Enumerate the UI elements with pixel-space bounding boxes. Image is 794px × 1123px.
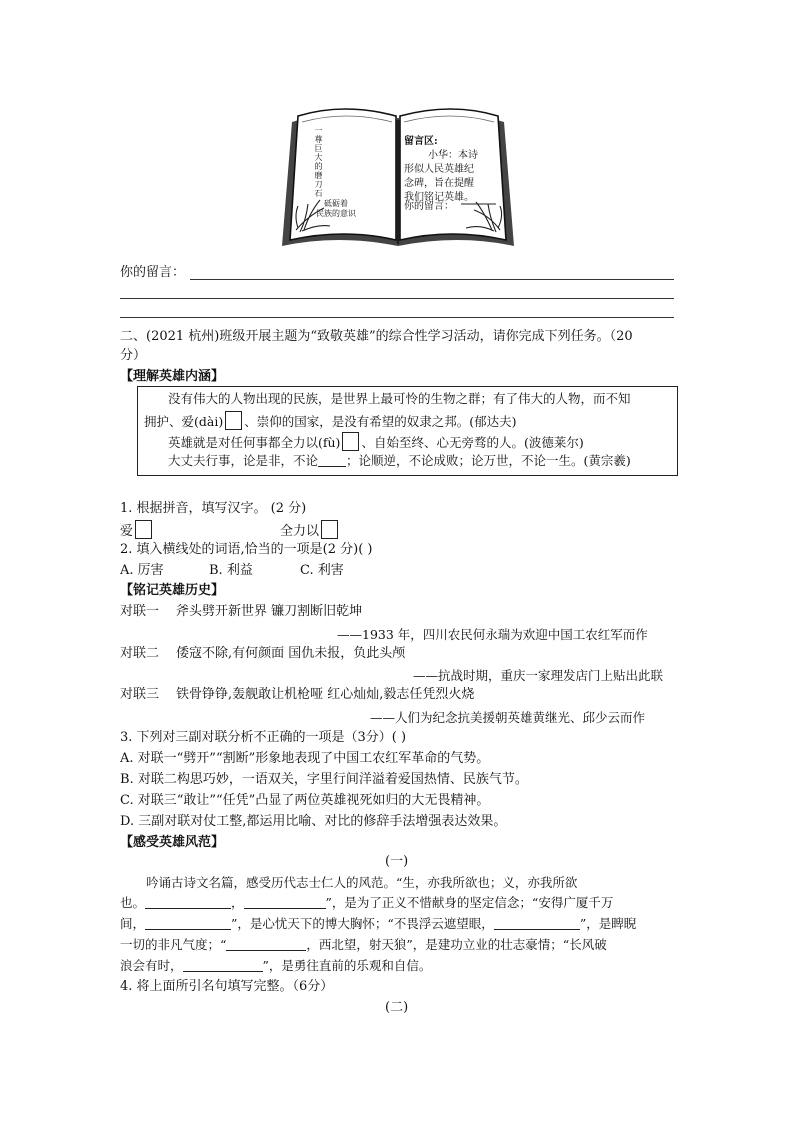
fill-blank[interactable]	[145, 908, 231, 909]
fill-blank[interactable]	[145, 929, 231, 930]
question-4-stem: 4. 将上面所引名句填写完整。（6分）	[120, 979, 334, 994]
book-message-line: 形似人民英雄纪	[404, 164, 474, 175]
book-poem-col3: 民族的意识	[316, 209, 356, 218]
q3-option-b[interactable]: B. 对联二构思巧妙，一语双关，字里行间洋溢着爱国热情、民族气节。	[120, 772, 528, 787]
passage-text: ”，是勇往直前的乐观和自信。	[262, 958, 432, 973]
couplet-3-source: ——人们为纪念抗美援朝英雄黄继光、邱少云而作	[370, 710, 646, 725]
part-title-demeanor: 【感受英雄风范】	[120, 835, 225, 850]
message-line[interactable]	[120, 317, 674, 318]
couplet-1-source: ——1933 年，四川农民何永瑞为欢迎中国工农红军而作	[337, 627, 648, 642]
passage-text: ，西北望，射天狼”，是建功立业的壮志豪情；“长风破	[306, 937, 607, 952]
passage-line	[120, 936, 607, 954]
question-2-stem: 2. 填入横线处的词语,恰当的一项是(2 分)( )	[120, 542, 373, 557]
fill-blank[interactable]	[226, 950, 306, 951]
quote-text: 、崇仰的国家，是没有希望的奴隶之邦。(郁达夫)	[244, 414, 517, 429]
couplet-1-label: 对联一	[120, 604, 160, 619]
book-message-line: 我们铭记英雄。	[404, 192, 474, 203]
answer-box[interactable]	[135, 520, 152, 539]
answer-box[interactable]	[321, 520, 338, 539]
quote-line	[144, 411, 516, 430]
subsection-2-label: (二)	[385, 1000, 409, 1015]
book-poem-col1: 一尊巨大的磨刀石	[314, 126, 323, 198]
q2-option-a[interactable]: A. 厉害	[120, 563, 164, 578]
quote-text: 大丈夫行事，论是非，不论	[168, 453, 319, 468]
book-message-line: 念碑，旨在提醒	[404, 178, 474, 189]
quote-text: 拥护、爱(dài)	[144, 414, 224, 429]
passage-text: 间，	[120, 916, 146, 931]
couplet-2-source: ——抗战时期，重庆一家理发店门上贴出此联	[413, 668, 664, 683]
message-label: 你的留言：	[120, 265, 186, 280]
answer-box[interactable]	[225, 411, 242, 430]
q2-option-c[interactable]: C. 利害	[300, 563, 344, 578]
section-heading: 二、(2021 杭州)班级开展主题为“致敬英雄”的综合性学习活动，请你完成下列任务。（20	[120, 329, 633, 344]
quote-line: 没有伟大的人物出现的民族，是世界上最可怜的生物之群；有了伟大的人物，而不知	[168, 391, 631, 406]
couplet-2-text: 倭寇不除,有何颜面 国仇未报，负此头颅	[176, 646, 406, 661]
passage-text: ”，是心忧天下的博大胸怀；“不畏浮云遮望眼，	[231, 916, 494, 931]
quote-box	[137, 386, 678, 476]
passage-text: ”，是为了正义不惜献身的坚定信念；“安得广厦千万	[325, 895, 614, 910]
question-1-stem: 1. 根据拼音，填写汉字。 (2 分)	[120, 501, 307, 516]
fill-blank[interactable]	[494, 929, 580, 930]
couplet-3-label: 对联三	[120, 687, 160, 702]
book-poem-col2: 砥砺着	[324, 199, 348, 208]
q3-option-c[interactable]: C. 对联三“敢让”“任凭”凸显了两位英雄视死如归的大无畏精神。	[120, 793, 490, 808]
fill-blank[interactable]	[244, 908, 326, 909]
quote-line	[168, 432, 584, 451]
couplet-3-text: 铁骨铮铮,轰舰敢让机枪哑 红心灿灿,毅志任凭烈火烧	[176, 687, 475, 702]
couplet-1-text: 斧头劈开新世界 镰刀割断旧乾坤	[176, 604, 363, 619]
quote-text: 、自始至终、心无旁骛的人。(波德莱尔)	[361, 435, 584, 450]
fill-blank[interactable]	[318, 466, 346, 467]
passage-text: ”，是睥睨	[579, 916, 637, 931]
book-message-title: 留言区:	[404, 136, 438, 147]
part-title-history: 【铭记英雄历史】	[120, 583, 225, 598]
q1-label: 全力以	[280, 524, 320, 539]
passage-text: 也。	[120, 895, 146, 910]
answer-box[interactable]	[342, 432, 359, 451]
book-message-line: 小华：本诗	[428, 150, 478, 161]
message-line[interactable]	[190, 279, 674, 280]
passage-line: 吟诵古诗文名篇，感受历代志士仁人的风范。“生，亦我所欲也；义，亦我所欲	[146, 875, 578, 890]
q1-answer-1	[120, 520, 154, 541]
subsection-1-label: (一)	[385, 854, 409, 869]
passage-line	[120, 894, 613, 912]
part-title-understand: 【理解英雄内涵】	[120, 369, 225, 384]
book-illustration	[278, 104, 518, 252]
q2-option-b[interactable]: B. 利益	[209, 563, 253, 578]
passage-text: ，	[231, 895, 244, 910]
quote-text: ；论顺逆，不论成败；论万世，不论一生。(黄宗羲)	[346, 453, 631, 468]
passage-line	[120, 957, 431, 975]
fill-blank[interactable]	[183, 971, 263, 972]
quote-text: 英雄就是对任何事都全力以(fù)	[168, 435, 341, 450]
q1-label: 爱	[120, 524, 134, 539]
q3-option-d[interactable]: D. 三副对联对仗工整,都运用比喻、对比的修辞手法增强表达效果。	[120, 814, 507, 829]
quote-line	[168, 453, 631, 469]
couplet-2-label: 对联二	[120, 646, 160, 661]
q3-option-a[interactable]: A. 对联一“劈开”“割断”形象地表现了中国工农红军革命的气势。	[120, 751, 490, 766]
passage-line	[120, 915, 636, 933]
q1-answer-2	[280, 520, 340, 541]
message-line[interactable]	[120, 298, 674, 299]
passage-text: 浪会有时，	[120, 958, 183, 973]
section-heading-cont: 分）	[120, 348, 147, 363]
question-3-stem: 3. 下列对三副对联分析不正确的一项是（3分）( )	[120, 730, 407, 745]
book-message-prompt: 你的留言：	[404, 201, 454, 212]
passage-text: 一切的非凡气度；“	[120, 937, 227, 952]
